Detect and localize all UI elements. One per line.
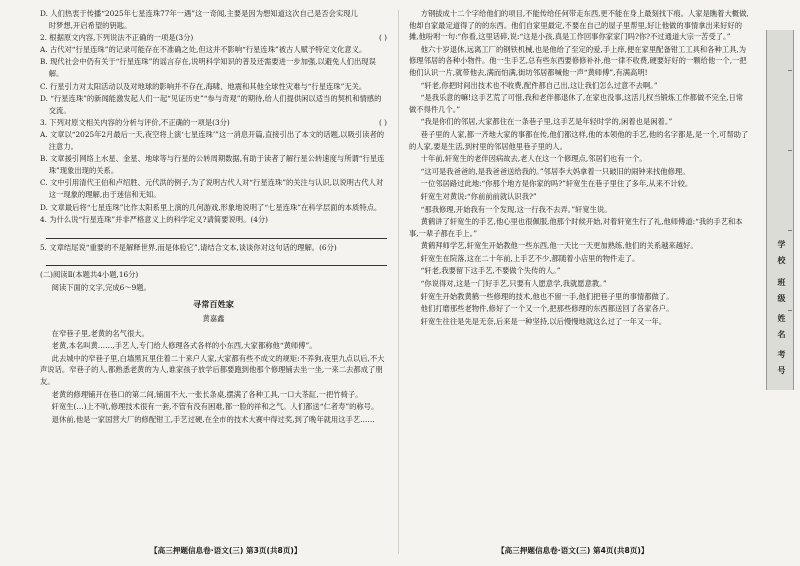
story-paragraph: 轩宽生对黄说:“你前前前就认识我?” xyxy=(420,191,537,201)
binding-label: 姓 xyxy=(777,314,787,322)
story-paragraph: 方钢拔成十二个字给他们的项目,不能传给任何带走东西,更不能在身上最刻找下痕。人家是瞧着大概做,他却自家最定道得了的的东西。他们自家里最定,不要在自己的屋子里帮里,好让他做的事情拿出来好好的摊,他吩咐一句:“你看,这里话碎,说:“这是小孩,真是工作回事你家家门吗?你?不过通道大宗一苦受了。” xyxy=(409,9,749,42)
option-d-line-1: D. 人们热衷于传播“2025年七星连珠77年一遇”这一奇闻,主要是因为想知道这次自己是否会实现儿 xyxy=(40,9,358,18)
story-paragraph: 在窄巷子里,老黄的名气很大。 xyxy=(51,328,149,338)
answer-line[interactable] xyxy=(46,255,387,266)
story-paragraph: 轩宽生(…)上不吭,修理技术很有一套,不管有没有困难,都一脸的祥和之气。人们都送“仁者寿”的称号。 xyxy=(51,402,379,412)
story-paragraph: “这可是我爸爸的,是我爸爸送给我的。”邻居李大妈拿着一只破旧的闹钟来找他修理。 xyxy=(420,166,690,176)
story-paragraph: 老黄的修理铺开在巷口的第二间,铺面不大,一张长条桌,摆满了各种工具,一口大茶缸,一把竹椅子。 xyxy=(51,389,363,399)
story-paragraph: “那我修理,开始我有一个发现,这一行我不去弄。”轩宽生说。 xyxy=(420,204,612,214)
left-column xyxy=(40,8,387,536)
column-divider xyxy=(398,10,399,554)
question-2-option-a: A. 古代对“行星连珠”的记录可能存在不准确之处,但这并不影响“行星连珠”被古人赋予特定文化意义。 xyxy=(40,44,367,54)
binding-tick xyxy=(788,150,792,151)
answer-bracket: ( ) xyxy=(378,33,387,43)
question-2-text: 2. 根据原文内容,下列说法不正确的一项是(3分) xyxy=(40,33,194,43)
binding-label: 名 xyxy=(777,330,787,338)
page-footer-right: 【高三押题信息卷·语文(三) 第4页(共8页)】 xyxy=(497,546,649,555)
section-header: (二)阅读Ⅱ(本题共4小题,16分) xyxy=(40,270,139,280)
story-paragraph: “我是你们的邻居,大家都住在一条巷子里,这手艺是年轻时学的,闲着也是闲着。” xyxy=(420,117,673,127)
answer-line[interactable] xyxy=(46,228,387,239)
option-d-continued xyxy=(40,8,387,31)
story-paragraph: 他六十岁退休,远离工厂的钢铁机械,也是他给了至定的爱,手上痒,便在家里配备钳工工具和各种工具,为修理邻居的各种小物件。他一生手艺,总有些东西要修修补补,他一律不收费,硬要好好的一颗给他一个,一把他们认识一片,就带他去,满而怕满,街坊邻居都喊他一声“黄师傅”,有满高明! xyxy=(409,44,747,77)
story-paragraph: “你说得对,这是一门好手艺,只要有人愿意学,我就愿意教。” xyxy=(420,279,607,289)
story-paragraph: 巷子里的人家,都一齐地大家的事都在传,他们都这样,他的本领他的手艺,他的名字都是,是一个,可帮助了的人家,要是生活,到村里的邻居他里巷子里的人。 xyxy=(409,129,749,151)
question-2-option-c: C. 行星引力对太阳活动以及对地球的影响并不存在,海啸、地震和其他全球性灾难与“行星连珠”无关。 xyxy=(40,81,367,91)
right-column xyxy=(409,8,749,536)
question-3-option-d: D. 文章最后将“七星连珠”比作太阳系里上演的几何游戏,形象地说明了“七星连珠”在科学层面的本质特点。 xyxy=(40,202,382,212)
reading-instruction: 阅读下面的文字,完成6～9题。 xyxy=(51,282,151,292)
story-paragraph: 他们打磨那些老物件,修好了一个又一个,把那些修理的东西都送回了各家各户。 xyxy=(420,304,674,314)
story-paragraph: 黄鹤讲了轩宽生的手艺,他心里也很佩服,他那个时候开始,对着轩宽生行了礼,他师傅道:“我的手艺和本事,一辈子都在手上。” xyxy=(409,217,743,238)
binding-tick xyxy=(788,230,792,231)
question-2-option-b: B. 现代社会中仍有关于“行星连珠”的谣言存在,说明科学知识的普及还需要进一步加强,以避免人们出现误解。 xyxy=(40,57,376,78)
story-paragraph: 轩宽生往往是先是无奈,后来是一种坚持,以后慢慢地就这么过了一年又一年。 xyxy=(420,316,667,326)
option-d-line-2: 时梦想,开启希望的钥匙。 xyxy=(48,20,132,30)
question-2-stem xyxy=(40,32,387,44)
story-paragraph: “轩老,你把时间出技术也不收费,配件都自己出,这让我们怎么过意不去啊。” xyxy=(420,80,658,90)
story-paragraph: 一位邻居路过此地:“你那个地方是你家的吗?”轩宽生在巷子里住了多年,从来不计较。 xyxy=(420,179,693,189)
binding-label: 班 xyxy=(777,278,787,286)
binding-label: 号 xyxy=(777,366,787,374)
question-3-option-c: C. 文中引用清代王伯和卢绍胜、元代洪的例子,为了说明古代人对“行星连珠”的关注与认识,以说明古代人对这一现象的理解,由于迷信和无知。 xyxy=(40,178,384,199)
binding-label: 学 xyxy=(777,240,787,248)
story-paragraph: “轩老,我要留下这手艺,不要做个失传的人。” xyxy=(420,266,561,276)
binding-label: 校 xyxy=(777,256,787,264)
story-paragraph: 十年前,轩宽生的老伴因病故去,老人在这一个修理点,邻居们也有一个。 xyxy=(420,154,647,164)
story-title: 寻常百姓家 xyxy=(193,299,234,310)
question-3-stem xyxy=(40,117,387,129)
question-5: 5. 文章结尾说“重要的不是解释世界,而是体验它”,请结合文本,谈谈你对这句话的理解。(6分) xyxy=(40,242,337,252)
story-paragraph: 老黄,本名叫黄……,手艺人,专门给人修理各式各样的小东西,大家都称他“黄师傅”。 xyxy=(51,341,317,351)
binding-label: 考 xyxy=(777,350,787,358)
story-paragraph: 此去城中的窄巷子里,白墙黑瓦里住着二十来户人家,大家都有些不成文的规矩:不养狗,夜里九点以后,不大声说话。窄巷子的人,都熟悉老黄的为人,谁家孩子放学后都要跑到他那个修理铺去坐一坐,一来二去都成了朋友。 xyxy=(40,353,385,387)
question-4: 4. 为什么说“行星连珠”并非严格意义上的科学定义?请简要说明。(4分) xyxy=(40,215,269,225)
question-2-option-d: D. “行星连珠”的新闻能激发起人们一起“见证历史”“参与奇观”的期待,给人们提供闲以适当的契机和情感的交流。 xyxy=(40,94,382,115)
story-paragraph: 退休前,他是一家国营大厂的修配钳工,手艺过硬,在全市的技术大赛中得过奖,到了晚年就用这手艺…… xyxy=(51,414,375,424)
question-3-text: 3. 下列对原文相关内容的分析与评价,不正确的一项是(3分) xyxy=(40,118,230,128)
page-footer-left: 【高三押题信息卷·语文(三) 第3页(共8页)】 xyxy=(150,546,302,555)
story-paragraph: 轩宽生在院落,这在二十年前,上手艺不少,都随着小店里的物件走了。 xyxy=(420,253,640,263)
story-paragraph: 黄鹤拜师学艺,轩宽生开始教他一些东西,他一天比一天更加熟练,他们的关系越来越好。 xyxy=(420,241,698,251)
question-3-option-b: B. 文章援引网络上水星、金星、地球等与行星的公转周期数据,有助于读者了解行星公转速度与所谓“行星连珠”现象出现的关系。 xyxy=(40,154,385,175)
answer-bracket: ( ) xyxy=(378,118,387,128)
story-paragraph: “是我乐意的嘛!这手艺荒了可惜,我和老伴都退休了,在家也没事,这活儿权当锻炼工作都做不完全,日常做不得件几个。” xyxy=(409,93,744,114)
question-3-option-a: A. 文章以“2025年2月最后一天,夜空将上演‘七星连珠’”这一消息开篇,直接引出了本文的话题,以吸引读者的注意力。 xyxy=(40,129,385,151)
binding-tick xyxy=(788,310,792,311)
binding-label: 级 xyxy=(777,294,787,302)
binding-tick xyxy=(788,70,792,71)
story-author: 黄嘉鑫 xyxy=(202,314,225,324)
story-paragraph: 轩宽生开始教黄鹤一些修理的技术,他也不留一手,他们把巷子里的事情都做了。 xyxy=(420,291,674,301)
